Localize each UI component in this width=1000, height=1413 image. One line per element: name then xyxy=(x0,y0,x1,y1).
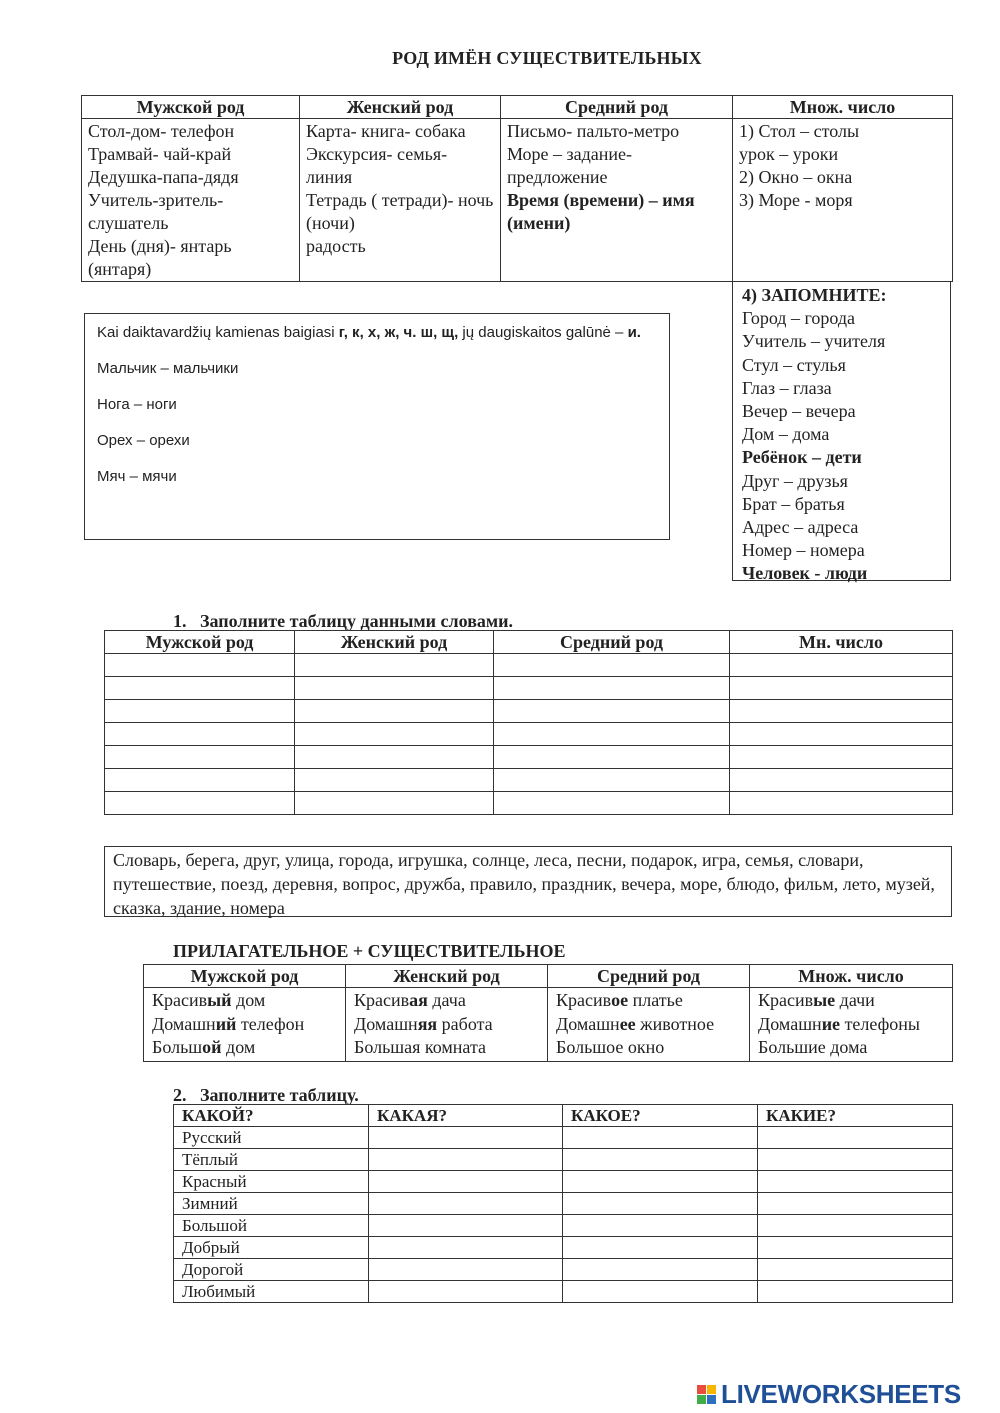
answer-cell[interactable] xyxy=(730,723,953,746)
table-row xyxy=(174,1259,953,1281)
example-line: 2) Окно – окна xyxy=(739,167,853,187)
adj-section-title: ПРИЛАГАТЕЛЬНОЕ + СУЩЕСТВИТЕЛЬНОЕ xyxy=(173,941,566,961)
adjective-word: Дорогой xyxy=(174,1259,369,1281)
answer-cell[interactable] xyxy=(563,1193,758,1215)
answer-cell[interactable] xyxy=(105,654,295,677)
ex1-header: Женский род xyxy=(295,631,494,654)
adj-neuter xyxy=(548,988,750,1062)
adj-header: Женский род xyxy=(346,965,548,988)
answer-cell[interactable] xyxy=(494,654,730,677)
example-line: радость xyxy=(306,236,366,256)
remember-item: Город – города xyxy=(742,308,856,329)
example-line: Стол-дом- телефон xyxy=(88,121,235,141)
adj-example: Красивая дача xyxy=(354,990,466,1010)
example-line: Карта- книга- собака xyxy=(306,121,466,141)
logo-square xyxy=(707,1385,716,1394)
answer-cell[interactable] xyxy=(369,1127,563,1149)
remember-item: Друг – друзья xyxy=(742,470,848,491)
header-feminine: Женский род xyxy=(300,96,501,119)
example-line: Письмо- пальто-метро xyxy=(507,121,680,141)
answer-cell[interactable] xyxy=(295,792,494,815)
answer-cell[interactable] xyxy=(494,746,730,769)
logo-square xyxy=(707,1395,716,1404)
ex2-header: КАКОЕ? xyxy=(563,1105,758,1127)
answer-cell[interactable] xyxy=(563,1281,758,1303)
header-neuter: Средний род xyxy=(501,96,733,119)
adj-example: Большая комната xyxy=(354,1037,487,1057)
adj-example: Большое окно xyxy=(556,1037,665,1057)
answer-cell[interactable] xyxy=(295,700,494,723)
adj-example: Большой дом xyxy=(152,1037,256,1057)
answer-cell[interactable] xyxy=(730,769,953,792)
table-row xyxy=(174,1281,953,1303)
rule-post: jų daugiskaitos galūnė – xyxy=(458,324,628,341)
answer-cell[interactable] xyxy=(758,1127,953,1149)
example-line: Тетрадь ( тетради)- ночь (ночи) xyxy=(306,190,494,233)
exercise1-table xyxy=(104,630,953,815)
logo-square xyxy=(697,1385,706,1394)
rule-example: Мальчик – мальчики xyxy=(97,360,239,377)
rule-letters: г, к, х, ж, ч. ш, щ, xyxy=(338,324,459,341)
adjective-word: Зимний xyxy=(174,1193,369,1215)
neuter-examples xyxy=(501,119,733,282)
header-plural: Множ. число xyxy=(733,96,953,119)
remember-title: 4) ЗАПОМНИТЕ: xyxy=(742,285,887,305)
plural-rule-box xyxy=(84,313,670,540)
exercise1-title: 1. Заполните таблицу данными словами. xyxy=(173,611,514,631)
answer-cell[interactable] xyxy=(105,677,295,700)
answer-row xyxy=(105,792,953,815)
header-masculine: Мужской род xyxy=(82,96,300,119)
answer-row xyxy=(105,700,953,723)
remember-item: Номер – номера xyxy=(742,540,865,561)
ex2-header: КАКАЯ? xyxy=(369,1105,563,1127)
answer-cell[interactable] xyxy=(730,677,953,700)
answer-cell[interactable] xyxy=(563,1149,758,1171)
page-title: РОД ИМЁН СУЩЕСТВИТЕЛЬНЫХ xyxy=(392,48,702,68)
answer-cell[interactable] xyxy=(369,1171,563,1193)
ex1-header: Мн. число xyxy=(730,631,953,654)
remember-item: Ребёнок – дети xyxy=(742,447,862,468)
answer-cell[interactable] xyxy=(563,1127,758,1149)
answer-cell[interactable] xyxy=(369,1149,563,1171)
rule-example: Орех – орехи xyxy=(97,432,190,449)
ex2-header: КАКОЙ? xyxy=(174,1105,369,1127)
table-row xyxy=(174,1215,953,1237)
rule-ending: и. xyxy=(627,324,641,341)
logo-mark-icon xyxy=(697,1385,716,1404)
answer-cell[interactable] xyxy=(494,723,730,746)
example-line: Учитель-зритель-слушатель xyxy=(88,190,224,233)
answer-cell[interactable] xyxy=(730,746,953,769)
adj-example: Красивое платье xyxy=(556,990,683,1010)
plural-examples xyxy=(733,119,953,282)
answer-cell[interactable] xyxy=(369,1281,563,1303)
table-row xyxy=(174,1149,953,1171)
logo-text: LIVEWORKSHEETS xyxy=(721,1379,961,1409)
example-line: День (дня)- янтарь (янтаря) xyxy=(88,236,232,279)
table-row xyxy=(174,1237,953,1259)
adj-example: Домашняя работа xyxy=(354,1013,493,1034)
adjective-word: Тёплый xyxy=(174,1149,369,1171)
answer-cell[interactable] xyxy=(295,654,494,677)
adj-example: Красивые дачи xyxy=(758,990,875,1010)
remember-item: Дом – дома xyxy=(742,424,830,445)
table-row xyxy=(174,1193,953,1215)
answer-cell[interactable] xyxy=(295,677,494,700)
remember-item: Брат – братья xyxy=(742,493,845,514)
remember-box xyxy=(732,281,951,584)
answer-cell[interactable] xyxy=(494,769,730,792)
answer-cell[interactable] xyxy=(295,723,494,746)
gender-table xyxy=(81,95,953,282)
answer-cell[interactable] xyxy=(758,1215,953,1237)
remember-item: Вечер – вечера xyxy=(742,401,856,422)
answer-cell[interactable] xyxy=(369,1237,563,1259)
answer-row xyxy=(105,746,953,769)
logo-square xyxy=(697,1395,706,1404)
remember-item: Учитель – учителя xyxy=(742,331,886,352)
example-line: Море – задание- предложение xyxy=(507,144,633,187)
example-line: Экскурсия- семья- линия xyxy=(306,144,448,187)
table-row xyxy=(174,1171,953,1193)
answer-cell[interactable] xyxy=(730,700,953,723)
answer-cell[interactable] xyxy=(494,700,730,723)
example-line: урок – уроки xyxy=(739,144,839,164)
ex1-header: Мужской род xyxy=(105,631,295,654)
answer-cell[interactable] xyxy=(563,1215,758,1237)
remember-item: Адрес – адреса xyxy=(742,517,859,538)
rule-example: Нога – ноги xyxy=(97,396,177,413)
masculine-examples xyxy=(82,119,300,282)
answer-cell[interactable] xyxy=(295,769,494,792)
example-line: Дедушка-папа-дядя xyxy=(88,167,239,187)
answer-cell[interactable] xyxy=(758,1237,953,1259)
ex2-header: КАКИЕ? xyxy=(758,1105,953,1127)
remember-item: Глаз – глаза xyxy=(742,377,832,398)
exercise2-title: 2. Заполните таблицу. xyxy=(173,1085,359,1105)
remember-item: Человек - люди xyxy=(742,563,868,584)
liveworksheets-logo xyxy=(697,1379,961,1410)
answer-cell[interactable] xyxy=(295,746,494,769)
answer-cell[interactable] xyxy=(730,792,953,815)
answer-cell[interactable] xyxy=(563,1237,758,1259)
adjective-word: Русский xyxy=(174,1127,369,1149)
adj-example: Большие дома xyxy=(758,1037,868,1057)
adjective-word: Большой xyxy=(174,1215,369,1237)
adjective-word: Любимый xyxy=(174,1281,369,1303)
answer-cell[interactable] xyxy=(105,723,295,746)
adj-example: Домашнее животное xyxy=(556,1013,715,1034)
answer-cell[interactable] xyxy=(494,677,730,700)
answer-cell[interactable] xyxy=(758,1149,953,1171)
adj-example: Домашний телефон xyxy=(152,1013,305,1034)
adj-example: Домашние телефоны xyxy=(758,1013,920,1034)
example-line: 3) Море - моря xyxy=(739,190,853,210)
table-row xyxy=(174,1127,953,1149)
answer-cell[interactable] xyxy=(730,654,953,677)
answer-cell[interactable] xyxy=(105,792,295,815)
adjective-word: Красный xyxy=(174,1171,369,1193)
example-line: 1) Стол – столы xyxy=(739,121,860,141)
exercise2-table xyxy=(173,1104,953,1303)
answer-cell[interactable] xyxy=(369,1259,563,1281)
answer-cell[interactable] xyxy=(758,1259,953,1281)
adj-feminine xyxy=(346,988,548,1062)
adj-masculine xyxy=(144,988,346,1062)
answer-cell[interactable] xyxy=(105,746,295,769)
adjective-table xyxy=(143,964,953,1062)
answer-row xyxy=(105,769,953,792)
adj-plural xyxy=(750,988,953,1062)
answer-cell[interactable] xyxy=(105,769,295,792)
example-line: Время (времени) – имя (имени) xyxy=(507,190,695,233)
answer-cell[interactable] xyxy=(369,1215,563,1237)
answer-cell[interactable] xyxy=(105,700,295,723)
rule-text xyxy=(97,322,657,344)
answer-cell[interactable] xyxy=(494,792,730,815)
adj-header: Множ. число xyxy=(750,965,953,988)
rule-example: Мяч – мячи xyxy=(97,468,177,485)
remember-item: Стул – стулья xyxy=(742,354,846,375)
answer-cell[interactable] xyxy=(369,1193,563,1215)
word-bank: Словарь, берега, друг, улица, города, игрушка, солнце, леса, песни, подарок, игра, семья, словари, путешествие, поезд, деревня, вопрос, дружба, правило, праздник, вечера, море, блюдо, фильм, лето, музей, сказка, здание, номера xyxy=(104,846,952,917)
adjective-word: Добрый xyxy=(174,1237,369,1259)
feminine-examples xyxy=(300,119,501,282)
answer-cell[interactable] xyxy=(563,1259,758,1281)
example-line: Трамвай- чай-край xyxy=(88,144,232,164)
answer-cell[interactable] xyxy=(758,1171,953,1193)
rule-pre: Kai daiktavardžių kamienas baigiasi xyxy=(97,324,339,341)
answer-cell[interactable] xyxy=(758,1281,953,1303)
answer-row xyxy=(105,654,953,677)
answer-cell[interactable] xyxy=(563,1171,758,1193)
answer-row xyxy=(105,723,953,746)
answer-row xyxy=(105,677,953,700)
adj-header: Средний род xyxy=(548,965,750,988)
adj-example: Красивый дом xyxy=(152,990,266,1010)
ex1-header: Средний род xyxy=(494,631,730,654)
adj-header: Мужской род xyxy=(144,965,346,988)
answer-cell[interactable] xyxy=(758,1193,953,1215)
